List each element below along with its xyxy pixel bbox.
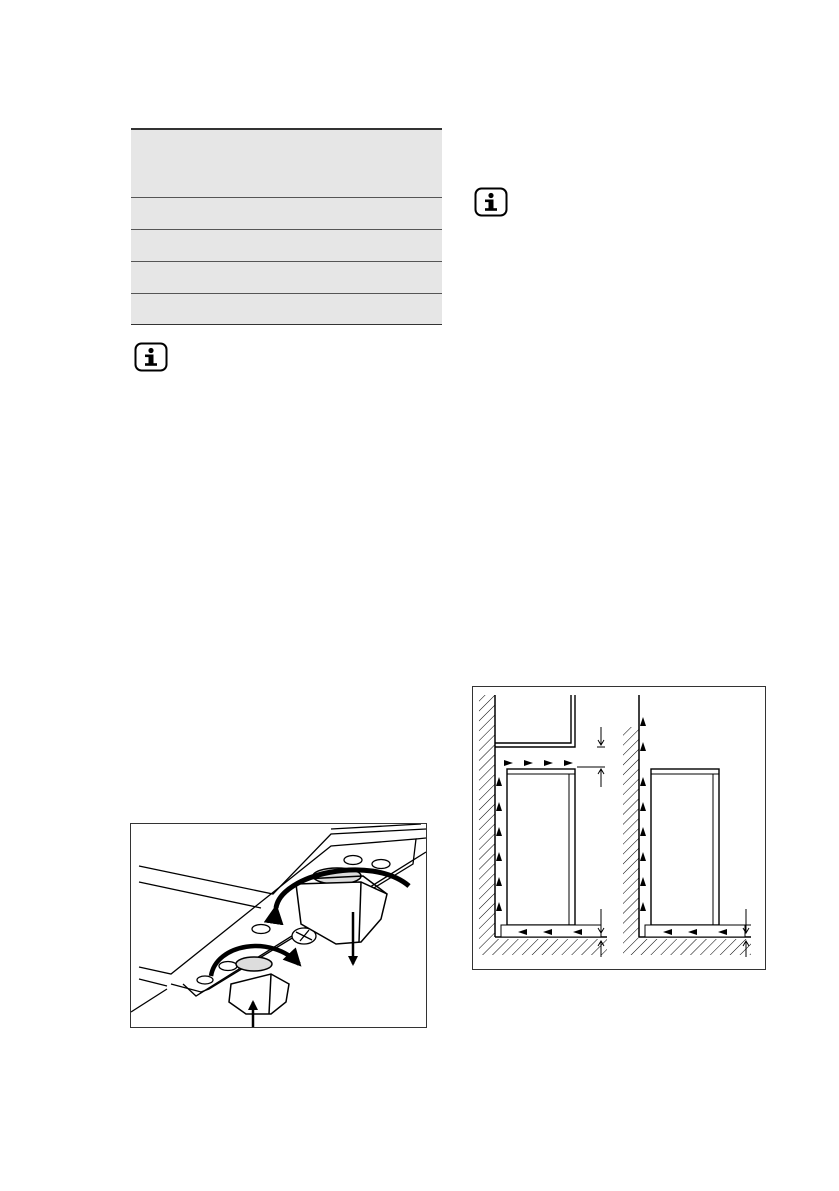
table-row bbox=[131, 293, 442, 325]
climate-class-table bbox=[131, 128, 442, 325]
info-icon bbox=[474, 187, 508, 217]
clearance-arrow-icon bbox=[577, 727, 605, 957]
table-row bbox=[131, 229, 442, 261]
ventilation-clearance-diagram bbox=[472, 686, 766, 970]
info-icon bbox=[134, 342, 168, 372]
adjustable-feet-illustration bbox=[130, 823, 427, 1028]
table-row bbox=[131, 261, 442, 293]
foot-small-icon bbox=[229, 957, 289, 1014]
table-header-row bbox=[131, 128, 442, 197]
table-row bbox=[131, 197, 442, 229]
